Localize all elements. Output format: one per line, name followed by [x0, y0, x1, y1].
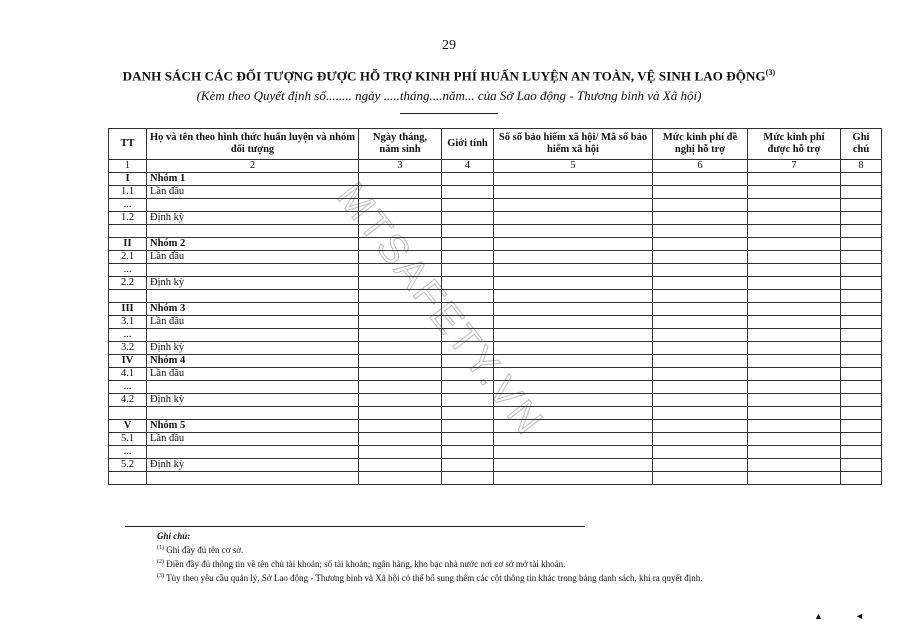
- row-tt-cell: 2.2: [109, 277, 147, 290]
- empty-cell: [359, 342, 442, 355]
- empty-cell: [653, 420, 748, 433]
- row-name-cell: [147, 407, 359, 420]
- table-row: [109, 225, 882, 238]
- footnote-text: Điền đầy đủ thông tin về tên chủ tài khoản; số tài khoản; ngân hàng, kho bạc nhà nước nơi cơ sở mở tài khoản.: [166, 559, 566, 569]
- col-header-name: Họ và tên theo hình thức huấn luyện và nhóm đối tượng: [147, 129, 359, 160]
- empty-cell: [442, 238, 494, 251]
- empty-cell: [442, 342, 494, 355]
- empty-cell: [494, 329, 653, 342]
- empty-cell: [494, 342, 653, 355]
- empty-cell: [359, 173, 442, 186]
- footnotes: [157, 530, 702, 584]
- col-header-gender: Giới tính: [442, 129, 494, 160]
- row-tt-cell: [109, 472, 147, 485]
- row-name-cell: Định kỳ: [147, 212, 359, 225]
- empty-cell: [653, 173, 748, 186]
- title-footnote-ref: (3): [765, 68, 776, 77]
- empty-cell: [494, 368, 653, 381]
- empty-cell: [359, 212, 442, 225]
- table-row: [109, 472, 882, 485]
- table-row: [109, 329, 882, 342]
- empty-cell: [494, 420, 653, 433]
- empty-cell: [841, 199, 882, 212]
- row-tt-cell: 2.1: [109, 251, 147, 264]
- empty-cell: [494, 238, 653, 251]
- empty-cell: [442, 212, 494, 225]
- empty-cell: [841, 407, 882, 420]
- row-name-cell: Lần đầu: [147, 368, 359, 381]
- empty-cell: [653, 264, 748, 277]
- empty-cell: [442, 394, 494, 407]
- row-name-cell: Định kỳ: [147, 459, 359, 472]
- col-number: 4: [442, 160, 494, 173]
- empty-cell: [442, 264, 494, 277]
- table-row: [109, 199, 882, 212]
- empty-cell: [653, 290, 748, 303]
- empty-cell: [359, 277, 442, 290]
- empty-cell: [359, 316, 442, 329]
- empty-cell: [442, 472, 494, 485]
- empty-cell: [494, 225, 653, 238]
- col-number: 5: [494, 160, 653, 173]
- empty-cell: [748, 407, 841, 420]
- empty-cell: [359, 472, 442, 485]
- corner-mark-triangle: ▲: [814, 611, 823, 621]
- empty-cell: [841, 355, 882, 368]
- empty-cell: [359, 394, 442, 407]
- table-row: [109, 212, 882, 225]
- watermark: MTSAFETY.VN: [328, 174, 553, 445]
- empty-cell: [748, 212, 841, 225]
- table-row: [109, 342, 882, 355]
- empty-cell: [841, 472, 882, 485]
- empty-cell: [494, 186, 653, 199]
- table-row: [109, 381, 882, 394]
- row-tt-cell: 3.1: [109, 316, 147, 329]
- row-tt-cell: [109, 225, 147, 238]
- col-header-approved-amount: Mức kinh phí được hỗ trợ: [748, 129, 841, 160]
- empty-cell: [442, 186, 494, 199]
- empty-cell: [494, 433, 653, 446]
- empty-cell: [653, 472, 748, 485]
- empty-cell: [748, 316, 841, 329]
- empty-cell: [359, 407, 442, 420]
- table-row: [109, 368, 882, 381]
- empty-cell: [359, 368, 442, 381]
- empty-cell: [494, 355, 653, 368]
- table-row: [109, 173, 882, 186]
- empty-cell: [442, 173, 494, 186]
- empty-cell: [442, 368, 494, 381]
- table-row: [109, 186, 882, 199]
- row-tt-cell: IV: [109, 355, 147, 368]
- row-name-cell: Lần đầu: [147, 433, 359, 446]
- empty-cell: [748, 290, 841, 303]
- footnote-marker: (3): [157, 573, 164, 579]
- col-number: 6: [653, 160, 748, 173]
- empty-cell: [841, 394, 882, 407]
- empty-cell: [442, 225, 494, 238]
- row-name-cell: Nhóm 4: [147, 355, 359, 368]
- footnote-text: Ghi đầy đủ tên cơ sở.: [166, 545, 244, 555]
- row-name-cell: [147, 329, 359, 342]
- empty-cell: [494, 394, 653, 407]
- row-name-cell: [147, 446, 359, 459]
- empty-cell: [748, 238, 841, 251]
- row-name-cell: [147, 199, 359, 212]
- empty-cell: [494, 316, 653, 329]
- corner-mark-arrow: ◄: [855, 611, 864, 621]
- row-name-cell: [147, 290, 359, 303]
- table-header-row: [109, 129, 882, 160]
- row-tt-cell: 1.2: [109, 212, 147, 225]
- empty-cell: [442, 199, 494, 212]
- empty-cell: [359, 251, 442, 264]
- row-tt-cell: ...: [109, 264, 147, 277]
- empty-cell: [494, 472, 653, 485]
- row-tt-cell: 4.1: [109, 368, 147, 381]
- col-number: 8: [841, 160, 882, 173]
- empty-cell: [653, 199, 748, 212]
- empty-cell: [748, 251, 841, 264]
- column-number-row: [109, 160, 882, 173]
- empty-cell: [359, 225, 442, 238]
- empty-cell: [748, 199, 841, 212]
- table-row: [109, 459, 882, 472]
- page-number: 29: [442, 38, 456, 53]
- row-tt-cell: 1.1: [109, 186, 147, 199]
- empty-cell: [442, 355, 494, 368]
- col-header-tt: TT: [109, 129, 147, 160]
- col-header-proposed-amount: Mức kinh phí đề nghị hỗ trợ: [653, 129, 748, 160]
- col-number: 2: [147, 160, 359, 173]
- document-title: [0, 68, 898, 84]
- empty-cell: [841, 342, 882, 355]
- empty-cell: [653, 446, 748, 459]
- empty-cell: [841, 225, 882, 238]
- row-tt-cell: 5.2: [109, 459, 147, 472]
- empty-cell: [359, 381, 442, 394]
- empty-cell: [748, 446, 841, 459]
- empty-cell: [494, 290, 653, 303]
- empty-cell: [653, 407, 748, 420]
- empty-cell: [442, 277, 494, 290]
- document-subtitle: (Kèm theo Quyết định số........ ngày .....tháng....năm... của Sở Lao động - Thương binh và Xã hội): [196, 88, 702, 103]
- table-row: [109, 420, 882, 433]
- footnote-marker: (1): [157, 545, 164, 551]
- table-row: [109, 316, 882, 329]
- footnote-divider: [125, 526, 585, 527]
- table-row: [109, 355, 882, 368]
- row-tt-cell: [109, 290, 147, 303]
- empty-cell: [653, 329, 748, 342]
- empty-cell: [359, 199, 442, 212]
- empty-cell: [748, 394, 841, 407]
- empty-cell: [494, 381, 653, 394]
- empty-cell: [748, 420, 841, 433]
- row-name-cell: Nhóm 2: [147, 238, 359, 251]
- empty-cell: [442, 420, 494, 433]
- empty-cell: [748, 355, 841, 368]
- empty-cell: [653, 459, 748, 472]
- empty-cell: [359, 329, 442, 342]
- empty-cell: [653, 342, 748, 355]
- row-name-cell: Nhóm 5: [147, 420, 359, 433]
- empty-cell: [653, 225, 748, 238]
- empty-cell: [841, 368, 882, 381]
- row-name-cell: Định kỳ: [147, 277, 359, 290]
- empty-cell: [748, 303, 841, 316]
- document-title-text: DANH SÁCH CÁC ĐỐI TƯỢNG ĐƯỢC HỖ TRỢ KINH PHÍ HUẤN LUYỆN AN TOÀN, VỆ SINH LAO ĐỘNG: [122, 68, 766, 84]
- empty-cell: [359, 420, 442, 433]
- empty-cell: [841, 173, 882, 186]
- col-header-birthdate: Ngày tháng, năm sinh: [359, 129, 442, 160]
- empty-cell: [653, 433, 748, 446]
- row-tt-cell: V: [109, 420, 147, 433]
- footnote-item: [157, 542, 702, 556]
- empty-cell: [442, 329, 494, 342]
- empty-cell: [653, 394, 748, 407]
- empty-cell: [442, 446, 494, 459]
- empty-cell: [748, 433, 841, 446]
- table-row: [109, 277, 882, 290]
- empty-cell: [841, 459, 882, 472]
- empty-cell: [442, 433, 494, 446]
- footnote-item: [157, 570, 702, 584]
- empty-cell: [841, 212, 882, 225]
- empty-cell: [494, 251, 653, 264]
- empty-cell: [442, 459, 494, 472]
- empty-cell: [841, 251, 882, 264]
- empty-cell: [748, 264, 841, 277]
- empty-cell: [653, 277, 748, 290]
- subtitle-underline: [400, 113, 498, 114]
- empty-cell: [653, 355, 748, 368]
- empty-cell: [841, 446, 882, 459]
- col-header-insurance: Số sổ bảo hiểm xã hội/ Mã số bảo hiểm xã hội: [494, 129, 653, 160]
- empty-cell: [494, 277, 653, 290]
- empty-cell: [841, 290, 882, 303]
- empty-cell: [841, 381, 882, 394]
- row-tt-cell: 5.1: [109, 433, 147, 446]
- empty-cell: [653, 251, 748, 264]
- row-tt-cell: III: [109, 303, 147, 316]
- empty-cell: [442, 290, 494, 303]
- empty-cell: [359, 290, 442, 303]
- row-name-cell: [147, 472, 359, 485]
- row-name-cell: Lần đầu: [147, 186, 359, 199]
- empty-cell: [841, 186, 882, 199]
- col-number: 7: [748, 160, 841, 173]
- empty-cell: [653, 186, 748, 199]
- empty-cell: [359, 446, 442, 459]
- row-name-cell: [147, 264, 359, 277]
- row-name-cell: [147, 381, 359, 394]
- empty-cell: [359, 186, 442, 199]
- empty-cell: [494, 173, 653, 186]
- row-name-cell: [147, 225, 359, 238]
- beneficiary-table: [108, 128, 882, 485]
- empty-cell: [653, 368, 748, 381]
- row-name-cell: Lần đầu: [147, 251, 359, 264]
- empty-cell: [653, 316, 748, 329]
- footnote-text: Tùy theo yêu cầu quản lý, Sở Lao động - Thương binh và Xã hội có thể bổ sung thêm các cột thông tin khác trong bảng danh sách, khi ra quyết định.: [166, 573, 703, 583]
- table-row: [109, 290, 882, 303]
- col-number: 3: [359, 160, 442, 173]
- empty-cell: [841, 277, 882, 290]
- empty-cell: [494, 459, 653, 472]
- empty-cell: [653, 212, 748, 225]
- empty-cell: [359, 264, 442, 277]
- row-tt-cell: ...: [109, 329, 147, 342]
- empty-cell: [442, 407, 494, 420]
- row-tt-cell: ...: [109, 381, 147, 394]
- empty-cell: [748, 329, 841, 342]
- empty-cell: [653, 303, 748, 316]
- row-name-cell: Nhóm 3: [147, 303, 359, 316]
- row-tt-cell: [109, 407, 147, 420]
- col-header-notes: Ghi chú: [841, 129, 882, 160]
- empty-cell: [748, 186, 841, 199]
- empty-cell: [442, 316, 494, 329]
- table-body: [109, 173, 882, 485]
- empty-cell: [748, 472, 841, 485]
- empty-cell: [359, 303, 442, 316]
- empty-cell: [841, 238, 882, 251]
- empty-cell: [494, 199, 653, 212]
- row-name-cell: Định kỳ: [147, 342, 359, 355]
- empty-cell: [748, 368, 841, 381]
- empty-cell: [841, 433, 882, 446]
- table-row: [109, 264, 882, 277]
- row-name-cell: Định kỳ: [147, 394, 359, 407]
- empty-cell: [359, 355, 442, 368]
- empty-cell: [359, 433, 442, 446]
- empty-cell: [442, 251, 494, 264]
- empty-cell: [748, 173, 841, 186]
- empty-cell: [653, 238, 748, 251]
- empty-cell: [841, 303, 882, 316]
- empty-cell: [442, 303, 494, 316]
- footnote-item: [157, 556, 702, 570]
- row-tt-cell: ...: [109, 446, 147, 459]
- row-name-cell: Nhóm 1: [147, 173, 359, 186]
- empty-cell: [494, 407, 653, 420]
- empty-cell: [494, 446, 653, 459]
- row-tt-cell: II: [109, 238, 147, 251]
- empty-cell: [359, 238, 442, 251]
- table-row: [109, 394, 882, 407]
- empty-cell: [841, 329, 882, 342]
- table-row: [109, 407, 882, 420]
- empty-cell: [653, 381, 748, 394]
- empty-cell: [748, 342, 841, 355]
- empty-cell: [841, 264, 882, 277]
- table-row: [109, 238, 882, 251]
- empty-cell: [841, 420, 882, 433]
- empty-cell: [442, 381, 494, 394]
- empty-cell: [748, 225, 841, 238]
- row-tt-cell: 4.2: [109, 394, 147, 407]
- table-row: [109, 433, 882, 446]
- table-row: [109, 303, 882, 316]
- empty-cell: [494, 303, 653, 316]
- empty-cell: [494, 212, 653, 225]
- empty-cell: [748, 277, 841, 290]
- empty-cell: [748, 459, 841, 472]
- row-tt-cell: 3.2: [109, 342, 147, 355]
- footnotes-heading: Ghi chú:: [157, 531, 191, 541]
- row-tt-cell: ...: [109, 199, 147, 212]
- footnote-marker: (2): [157, 559, 164, 565]
- empty-cell: [494, 264, 653, 277]
- empty-cell: [841, 316, 882, 329]
- table-row: [109, 446, 882, 459]
- empty-cell: [359, 459, 442, 472]
- table-row: [109, 251, 882, 264]
- empty-cell: [748, 381, 841, 394]
- col-number: 1: [109, 160, 147, 173]
- row-name-cell: Lần đầu: [147, 316, 359, 329]
- row-tt-cell: I: [109, 173, 147, 186]
